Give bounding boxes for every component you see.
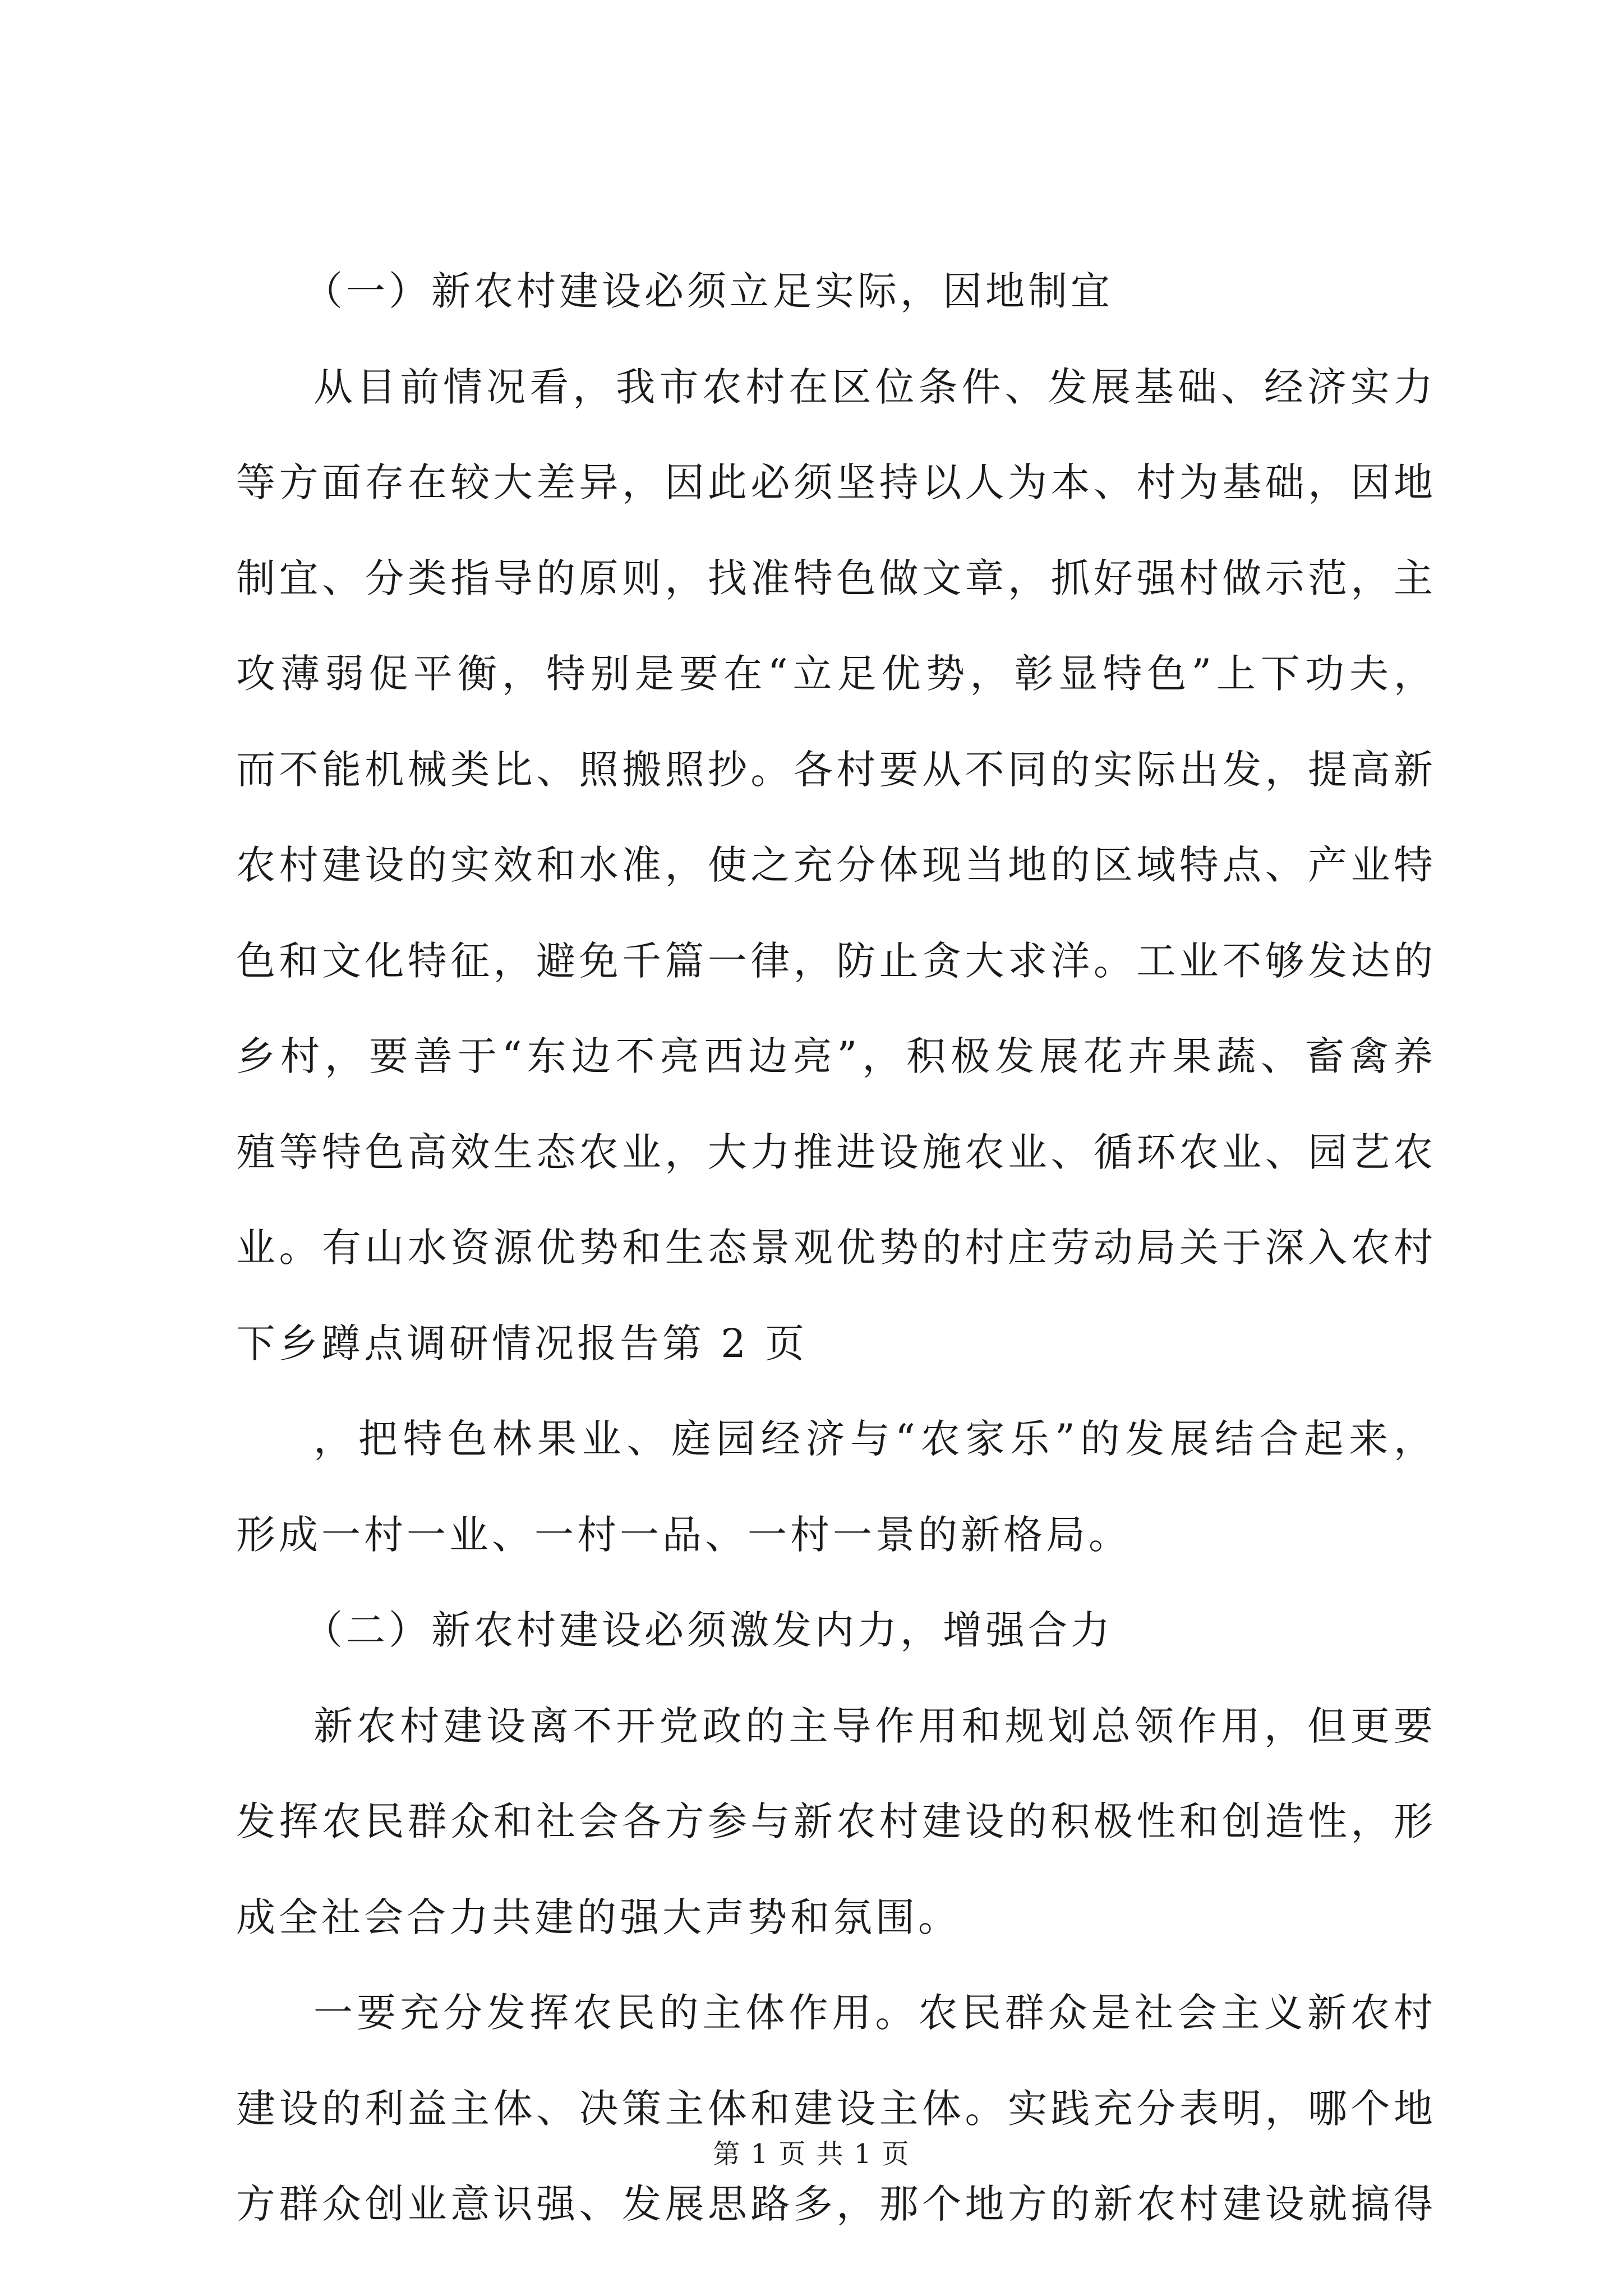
text-line: （二）新农村建设必须激发内力，增强合力	[303, 1607, 1113, 1653]
text-line: 殖等特色高效生态农业，大力推进设施农业、循环农业、园艺农	[236, 1129, 1436, 1175]
text-line: 攻薄弱促平衡，特别是要在“立足优势，彰显特色”上下功夫，	[236, 651, 1436, 697]
text-line: 制宜、分类指导的原则，找准特色做文章，抓好强村做示范，主	[236, 555, 1436, 601]
text-line: 业。有山水资源优势和生态景观优势的村庄劳动局关于深入农村	[236, 1225, 1436, 1271]
text-line: 农村建设的实效和水准，使之充分体现当地的区域特点、产业特	[236, 842, 1436, 888]
text-line: 成全社会合力共建的强大声势和氛围。	[236, 1894, 961, 1940]
page-footer: 第 1 页 共 1 页	[713, 2138, 910, 2170]
text-line: 而不能机械类比、照搬照抄。各村要从不同的实际出发，提高新	[236, 746, 1436, 793]
text-line: 方群众创业意识强、发展思路多，那个地方的新农村建设就搞得	[236, 2181, 1436, 2227]
text-line: 乡村，要善于“东边不亮西边亮”，积极发展花卉果蔬、畜禽养	[236, 1033, 1436, 1079]
text-line: 发挥农民群众和社会各方参与新农村建设的积极性和创造性，形	[236, 1798, 1436, 1844]
text-line: 一要充分发挥农民的主体作用。农民群众是社会主义新农村	[313, 1990, 1436, 2036]
text-line: 从目前情况看，我市农村在区位条件、发展基础、经济实力	[313, 364, 1436, 410]
text-line: （一）新农村建设必须立足实际，因地制宜	[303, 268, 1113, 314]
text-line: 下乡蹲点调研情况报告第 2 页	[236, 1320, 808, 1366]
text-line: 色和文化特征，避免千篇一律，防止贪大求洋。工业不够发达的	[236, 937, 1436, 984]
text-line: 形成一村一业、一村一品、一村一景的新格局。	[236, 1511, 1131, 1558]
text-line: 建设的利益主体、决策主体和建设主体。实践充分表明，哪个地	[236, 2085, 1436, 2132]
document-body	[236, 267, 1436, 2276]
text-line: ，把特色林果业、庭园经济与“农家乐”的发展结合起来，	[313, 1416, 1436, 1462]
text-line: 等方面存在较大差异，因此必须坚持以人为本、村为基础，因地	[236, 459, 1436, 505]
text-line: 新农村建设离不开党政的主导作用和规划总领作用，但更要	[313, 1703, 1436, 1749]
